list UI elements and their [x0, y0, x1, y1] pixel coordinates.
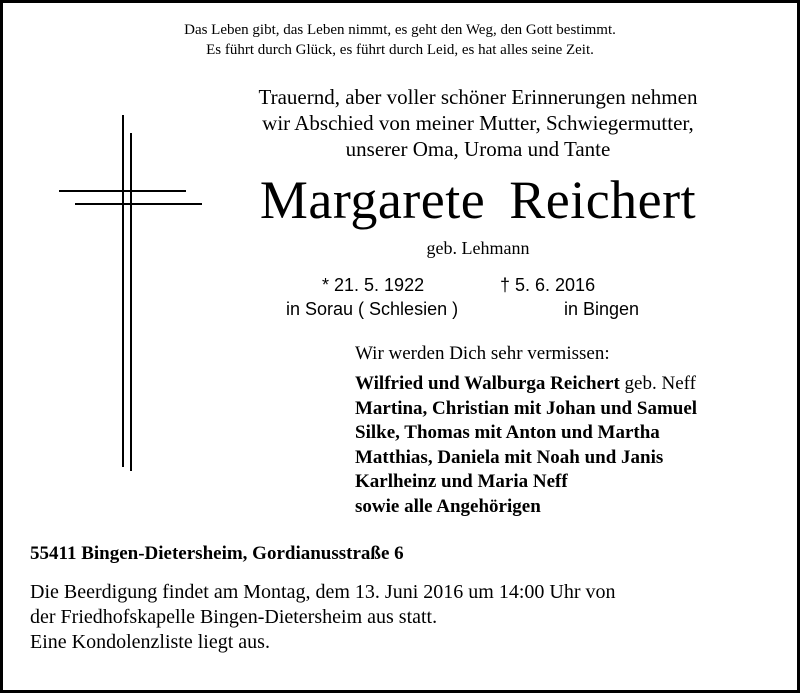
birth-place: in Sorau ( Schlesien ) — [286, 299, 459, 319]
intro-line-1: Trauernd, aber voller schöner Erinnerungen nehmen — [258, 85, 698, 109]
mourner-line: Karlheinz und Maria Neff — [355, 471, 568, 492]
mourner-line — [355, 372, 697, 397]
mourner-line: Silke, Thomas mit Anton und Martha — [355, 422, 660, 443]
address: 55411 Bingen-Dietersheim, Gordianusstraße 6 — [30, 543, 404, 564]
funeral-line-3: Eine Kondolenzliste liegt aus. — [30, 631, 270, 653]
mourner-line: Martina, Christian mit Johan und Samuel — [355, 397, 698, 419]
intro-line-3: unserer Oma, Uroma und Tante — [345, 137, 611, 161]
death-place: in Bingen — [564, 299, 640, 319]
mourners-heading: Wir werden Dich sehr vermissen: — [355, 343, 610, 364]
intro-line-2: wir Abschied von meiner Mutter, Schwiegermutter, — [262, 111, 694, 135]
maiden-name: geb. Lehmann — [426, 238, 530, 258]
mourners-list — [355, 372, 697, 519]
motto-line-1: Das Leben gibt, das Leben nimmt, es geht den Weg, den Gott bestimmt. — [184, 22, 616, 38]
birth-date: * 21. 5. 1922 — [322, 275, 425, 295]
mourner-bold: Wilfried und Walburga Reichert — [355, 373, 620, 394]
mourner-suffix: geb. Neff — [619, 373, 696, 394]
funeral-line-1: Die Beerdigung findet am Montag, dem 13. Juni 2016 um 14:00 Uhr von — [30, 581, 616, 603]
mourner-line: Matthias, Daniela mit Noah und Janis — [355, 446, 664, 468]
death-date: † 5. 6. 2016 — [500, 275, 596, 295]
motto-line-2: Es führt durch Glück, es führt durch Leid, es hat alles seine Zeit. — [206, 42, 594, 58]
funeral-line-2: der Friedhofskapelle Bingen-Dietersheim aus statt. — [30, 606, 438, 628]
mourner-line: sowie alle Angehörigen — [355, 495, 541, 517]
deceased-name: Margarete Reichert — [259, 170, 697, 230]
